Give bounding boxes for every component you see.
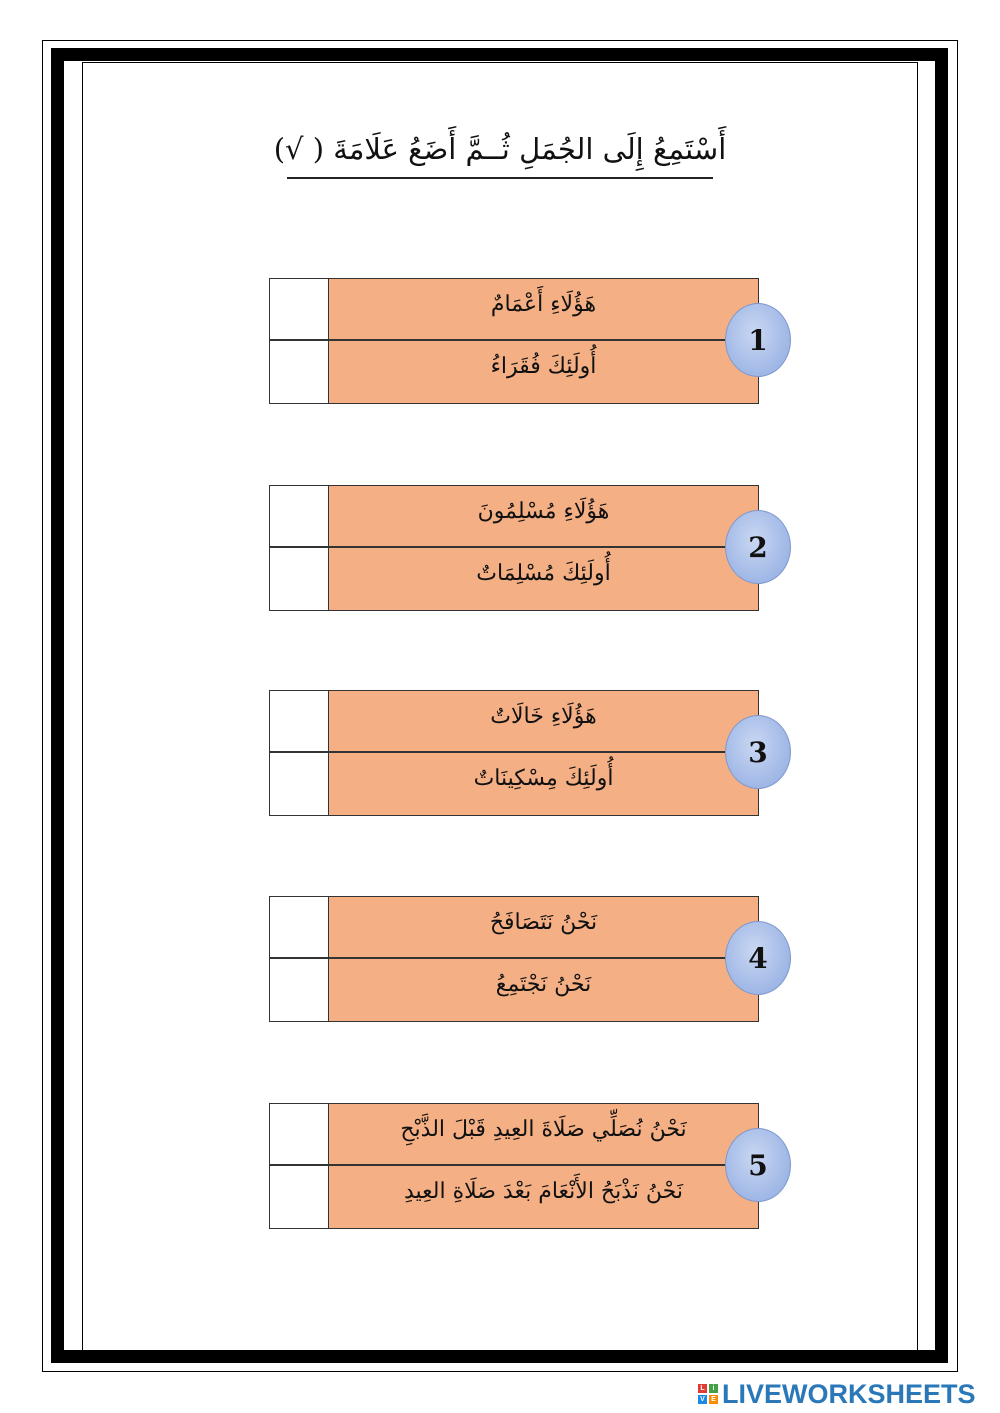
question-group-5 bbox=[269, 1103, 791, 1231]
sentence-option: هَؤُلَاءِ مُسْلِمُونَ bbox=[328, 485, 759, 547]
sentence-option: أُولَئِكَ فُقَرَاءُ bbox=[328, 340, 759, 404]
sentence-option: هَؤُلَاءِ أَعْمَامٌ bbox=[328, 278, 759, 340]
sentence-option: نَحْنُ نَتَصَافَحُ bbox=[328, 896, 759, 958]
sentence-option: هَؤُلَاءِ خَالَاتٌ bbox=[328, 690, 759, 752]
question-group-3 bbox=[269, 690, 791, 818]
answer-checkbox[interactable] bbox=[269, 690, 329, 752]
answer-checkbox[interactable] bbox=[269, 1165, 329, 1229]
question-number-badge: 4 bbox=[725, 921, 791, 995]
question-number-badge: 2 bbox=[725, 510, 791, 584]
question-group-4 bbox=[269, 896, 791, 1024]
question-group-2 bbox=[269, 485, 791, 613]
question-number-badge: 5 bbox=[725, 1128, 791, 1202]
answer-checkbox[interactable] bbox=[269, 278, 329, 340]
title-underline bbox=[287, 177, 713, 179]
sentence-option: أُولَئِكَ مُسْلِمَاتٌ bbox=[328, 547, 759, 611]
sentence-option: أُولَئِكَ مِسْكِينَاتٌ bbox=[328, 752, 759, 816]
answer-checkbox[interactable] bbox=[269, 340, 329, 404]
answer-checkbox[interactable] bbox=[269, 752, 329, 816]
answer-checkbox[interactable] bbox=[269, 896, 329, 958]
question-number-badge: 3 bbox=[725, 715, 791, 789]
answer-checkbox[interactable] bbox=[269, 547, 329, 611]
page-title: أَسْتَمِعُ إِلَى الجُمَلِ ثُــمَّ أَضَعُ عَلَامَةَ ( √) bbox=[273, 132, 727, 166]
question-group-1 bbox=[269, 278, 791, 406]
liveworksheets-brand bbox=[698, 1380, 976, 1408]
liveworksheets-logo-icon: L i V E bbox=[698, 1384, 718, 1404]
sentence-option: نَحْنُ نَجْتَمِعُ bbox=[328, 958, 759, 1022]
sentence-option: نَحْنُ نُصَلِّي صَلَاةَ العِيدِ قَبْلَ الذَّبْحِ bbox=[328, 1103, 759, 1165]
answer-checkbox[interactable] bbox=[269, 485, 329, 547]
brand-text: LIVEWORKSHEETS bbox=[722, 1378, 976, 1409]
question-number-badge: 1 bbox=[725, 303, 791, 377]
answer-checkbox[interactable] bbox=[269, 1103, 329, 1165]
sentence-option: نَحْنُ نَذْبَحُ الأَنْعَامَ بَعْدَ صَلَاةِ العِيدِ bbox=[328, 1165, 759, 1229]
answer-checkbox[interactable] bbox=[269, 958, 329, 1022]
